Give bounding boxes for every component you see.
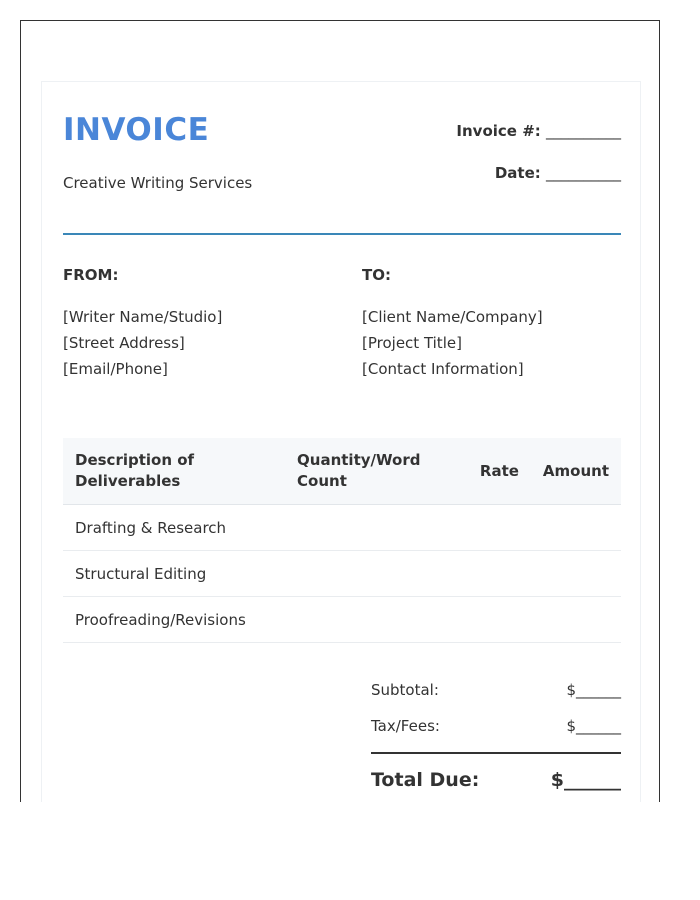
totals-section: [371, 672, 621, 798]
column-header-quantity: Quantity/Word Count: [285, 438, 468, 505]
to-line-contact: [Contact Information]: [362, 360, 524, 378]
row-quantity: [285, 597, 468, 643]
from-line-address: [Street Address]: [63, 334, 185, 352]
invoice-number-label: Invoice #:: [456, 122, 541, 140]
row-rate: [468, 551, 531, 597]
column-header-amount: Amount: [531, 438, 621, 505]
to-line-client: [Client Name/Company]: [362, 308, 543, 326]
from-line-contact: [Email/Phone]: [63, 360, 168, 378]
tax-label: Tax/Fees:: [371, 717, 440, 735]
column-header-description: Description of Deliverables: [63, 438, 285, 505]
table-row: [63, 597, 621, 643]
row-amount: [531, 597, 621, 643]
invoice-number-blank: __________: [546, 122, 621, 140]
total-due-label: Total Due:: [371, 769, 480, 791]
row-amount: [531, 505, 621, 551]
subtotal-value: $______: [566, 681, 621, 699]
total-due-row: [371, 754, 621, 798]
invoice-title: INVOICE: [63, 112, 210, 148]
table-row: [63, 551, 621, 597]
table-header-row: [63, 438, 621, 505]
invoice-subtitle: Creative Writing Services: [63, 174, 253, 192]
tax-row: [371, 708, 621, 744]
invoice-number-line: [456, 122, 621, 140]
invoice-date-line: [495, 164, 621, 182]
table-row: [63, 505, 621, 551]
to-line-project: [Project Title]: [362, 334, 462, 352]
from-line-name: [Writer Name/Studio]: [63, 308, 223, 326]
row-amount: [531, 551, 621, 597]
row-description: Proofreading/Revisions: [63, 597, 285, 643]
row-description: Structural Editing: [63, 551, 285, 597]
page-frame: [20, 20, 660, 802]
invoice-header: [63, 112, 621, 235]
subtotal-label: Subtotal:: [371, 681, 439, 699]
row-quantity: [285, 505, 468, 551]
row-rate: [468, 597, 531, 643]
from-section: [63, 266, 323, 382]
invoice-document: [41, 81, 641, 802]
tax-value: $______: [566, 717, 621, 735]
to-section: [362, 266, 622, 382]
subtotal-row: [371, 672, 621, 708]
from-label: FROM:: [63, 266, 119, 284]
row-rate: [468, 505, 531, 551]
row-quantity: [285, 551, 468, 597]
row-description: Drafting & Research: [63, 505, 285, 551]
invoice-date-label: Date:: [494, 164, 541, 182]
invoice-date-blank: __________: [546, 164, 621, 182]
line-items-table: [63, 438, 621, 643]
column-header-rate: Rate: [468, 438, 531, 505]
to-label: TO:: [362, 266, 391, 284]
total-due-value: $______: [550, 769, 621, 791]
